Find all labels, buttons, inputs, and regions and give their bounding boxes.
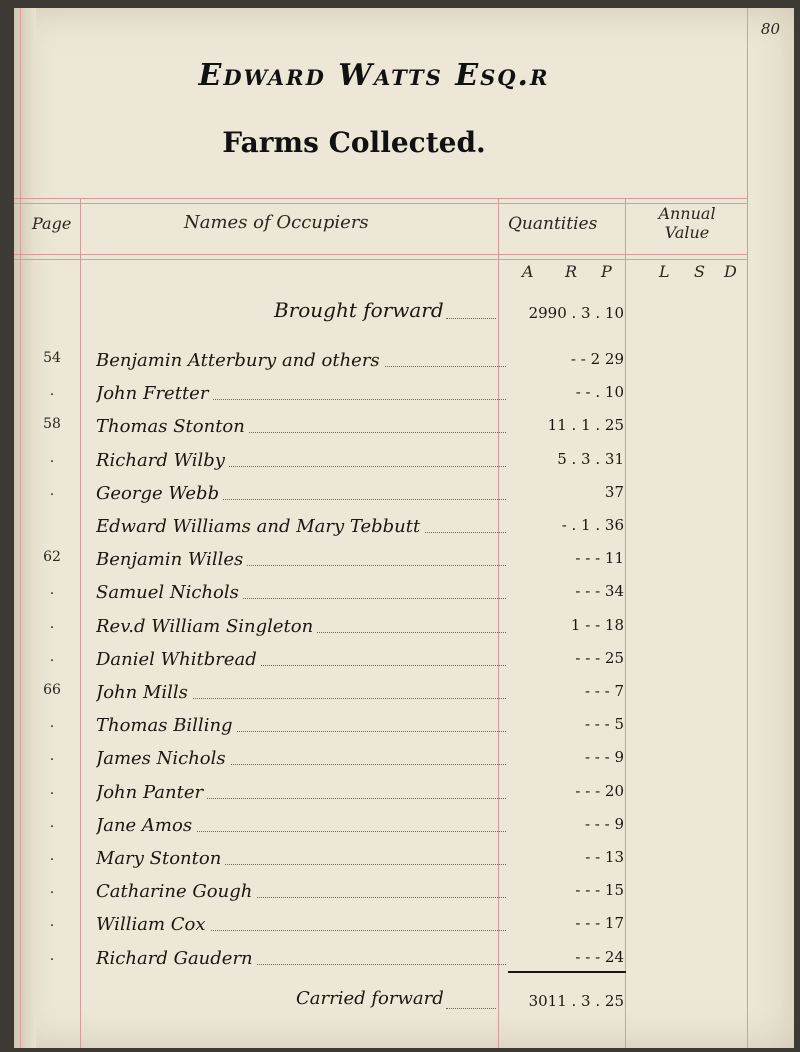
row-occupier-name [96, 782, 506, 803]
table-row [14, 582, 794, 612]
row-page-ref: . [49, 881, 55, 898]
row-quantity: - . 1 . 36 [561, 516, 624, 534]
rule-header-top2 [14, 203, 747, 204]
unit-l: L [659, 262, 670, 281]
carried-forward-label: Carried forward [296, 988, 444, 1009]
page-title: Edward Watts Esq.r [198, 58, 550, 93]
row-quantity: 1 - - 18 [570, 615, 624, 634]
row-occupier-name [96, 549, 506, 570]
row-page-ref: 66 [43, 682, 61, 698]
row-page-ref: . [49, 615, 55, 632]
table-row [14, 815, 794, 845]
row-page-ref: 62 [43, 549, 61, 566]
occupier-name-text: James Nichols [96, 748, 230, 769]
row-page-ref: . [49, 914, 55, 931]
occupier-name-text: John Mills [96, 682, 192, 703]
header-annual-value: Annual Value [658, 204, 716, 242]
occupier-name-text: Thomas Stonton [96, 416, 249, 437]
table-row [14, 516, 794, 546]
table-row [14, 881, 794, 911]
row-occupier-name [96, 848, 506, 869]
row-occupier-name [96, 881, 506, 902]
brought-forward-value: 2990 . 3 . 10 [528, 304, 624, 322]
folio-number: 80 [760, 20, 780, 38]
unit-d: D [724, 262, 737, 281]
occupier-name-text: Daniel Whitbread [96, 649, 261, 670]
row-occupier-name [96, 715, 506, 736]
row-quantity: - - - 11 [575, 549, 624, 568]
row-quantity: - - 2 29 [570, 350, 624, 368]
table-row [14, 416, 794, 446]
row-occupier-name [96, 383, 506, 404]
header-names: Names of Occupiers [184, 212, 369, 233]
row-quantity: - - - 25 [575, 648, 624, 667]
row-occupier-name [96, 748, 506, 769]
table-row [14, 782, 794, 812]
row-quantity: 37 [604, 482, 624, 501]
unit-p: P [601, 262, 612, 281]
row-quantity: - - - 34 [575, 582, 624, 601]
occupier-name-text: Samuel Nichols [96, 582, 243, 603]
row-quantity: - - 13 [585, 848, 624, 866]
table-row [14, 715, 794, 745]
occupier-name-text: Richard Gaudern [96, 948, 257, 969]
table-row [14, 616, 794, 646]
row-page-ref: . [49, 947, 55, 964]
row-page-ref: . [49, 848, 55, 864]
row-occupier-name [96, 483, 506, 504]
occupier-name-text: Benjamin Atterbury and others [96, 350, 384, 371]
brought-forward-leader [446, 318, 496, 319]
row-page-ref: . [49, 781, 55, 798]
row-quantity: - - - 9 [584, 748, 624, 767]
occupier-name-text: William Cox [96, 914, 210, 935]
table-row [14, 748, 794, 778]
row-occupier-name [96, 416, 506, 437]
table-row [14, 350, 794, 380]
carried-forward-value: 3011 . 3 . 25 [528, 992, 624, 1010]
page-subtitle: Farms Collected. [222, 126, 486, 159]
carried-forward-leader [446, 1008, 496, 1009]
occupier-name-text: George Webb [96, 483, 223, 504]
row-quantity: - - - 15 [575, 881, 624, 900]
row-quantity: - - - 5 [584, 715, 624, 734]
occupier-name-text: Thomas Billing [96, 715, 237, 736]
occupier-name-text: Benjamin Willes [96, 549, 247, 570]
row-quantity: - - - 24 [575, 947, 624, 966]
row-quantity: - - - 17 [575, 914, 624, 933]
header-page: Page [32, 214, 72, 233]
occupier-name-text: John Panter [96, 782, 207, 803]
row-quantity: 5 . 3 . 31 [557, 449, 624, 468]
row-page-ref: . [49, 383, 55, 400]
row-quantity: - - . 10 [575, 383, 624, 402]
table-row [14, 948, 794, 978]
row-page-ref: . [49, 449, 55, 466]
occupier-name-text: Edward Williams and Mary Tebbutt [96, 516, 424, 537]
row-page-ref: . [49, 748, 55, 765]
table-row [14, 649, 794, 679]
row-page-ref: . [49, 582, 55, 599]
row-quantity: - - - 9 [584, 814, 624, 833]
row-occupier-name [96, 914, 506, 935]
row-occupier-name [96, 815, 506, 836]
row-occupier-name [96, 582, 506, 603]
brought-forward-label: Brought forward [274, 298, 444, 322]
row-occupier-name [96, 948, 506, 969]
row-occupier-name [96, 616, 506, 637]
row-page-ref: . [49, 482, 55, 499]
row-page-ref: . [49, 648, 55, 665]
unit-a: A [522, 262, 534, 281]
header-quantities: Quantities [508, 214, 598, 234]
table-row [14, 383, 794, 413]
table-row [14, 483, 794, 513]
occupier-name-text: Jane Amos [96, 815, 196, 836]
row-page-ref: 58 [43, 416, 61, 433]
rule-header-top [14, 198, 747, 199]
row-occupier-name [96, 450, 506, 471]
row-page-ref: 54 [43, 350, 61, 366]
row-occupier-name [96, 516, 506, 537]
occupier-name-text: Richard Wilby [96, 450, 229, 471]
rule-header-bottom2 [14, 259, 747, 260]
occupier-name-text: Mary Stonton [96, 848, 225, 869]
table-row [14, 549, 794, 579]
table-row [14, 848, 794, 878]
unit-r: R [565, 262, 578, 281]
ledger-page [14, 8, 794, 1048]
row-quantity: - - - 7 [584, 682, 624, 700]
row-page-ref: . [49, 814, 55, 831]
occupier-name-text: John Fretter [96, 383, 212, 404]
unit-s: S [694, 262, 705, 281]
table-row [14, 682, 794, 712]
row-occupier-name [96, 649, 506, 670]
row-page-ref: . [49, 715, 55, 732]
row-occupier-name [96, 682, 506, 703]
row-quantity: - - - 20 [575, 781, 624, 800]
row-occupier-name [96, 350, 506, 371]
rule-header-bottom [14, 254, 747, 255]
row-quantity: 11 . 1 . 25 [547, 416, 624, 435]
table-row [14, 914, 794, 944]
occupier-name-text: Catharine Gough [96, 881, 256, 902]
total-rule [508, 971, 626, 973]
occupier-name-text: Rev.d William Singleton [96, 616, 317, 637]
table-row [14, 450, 794, 480]
